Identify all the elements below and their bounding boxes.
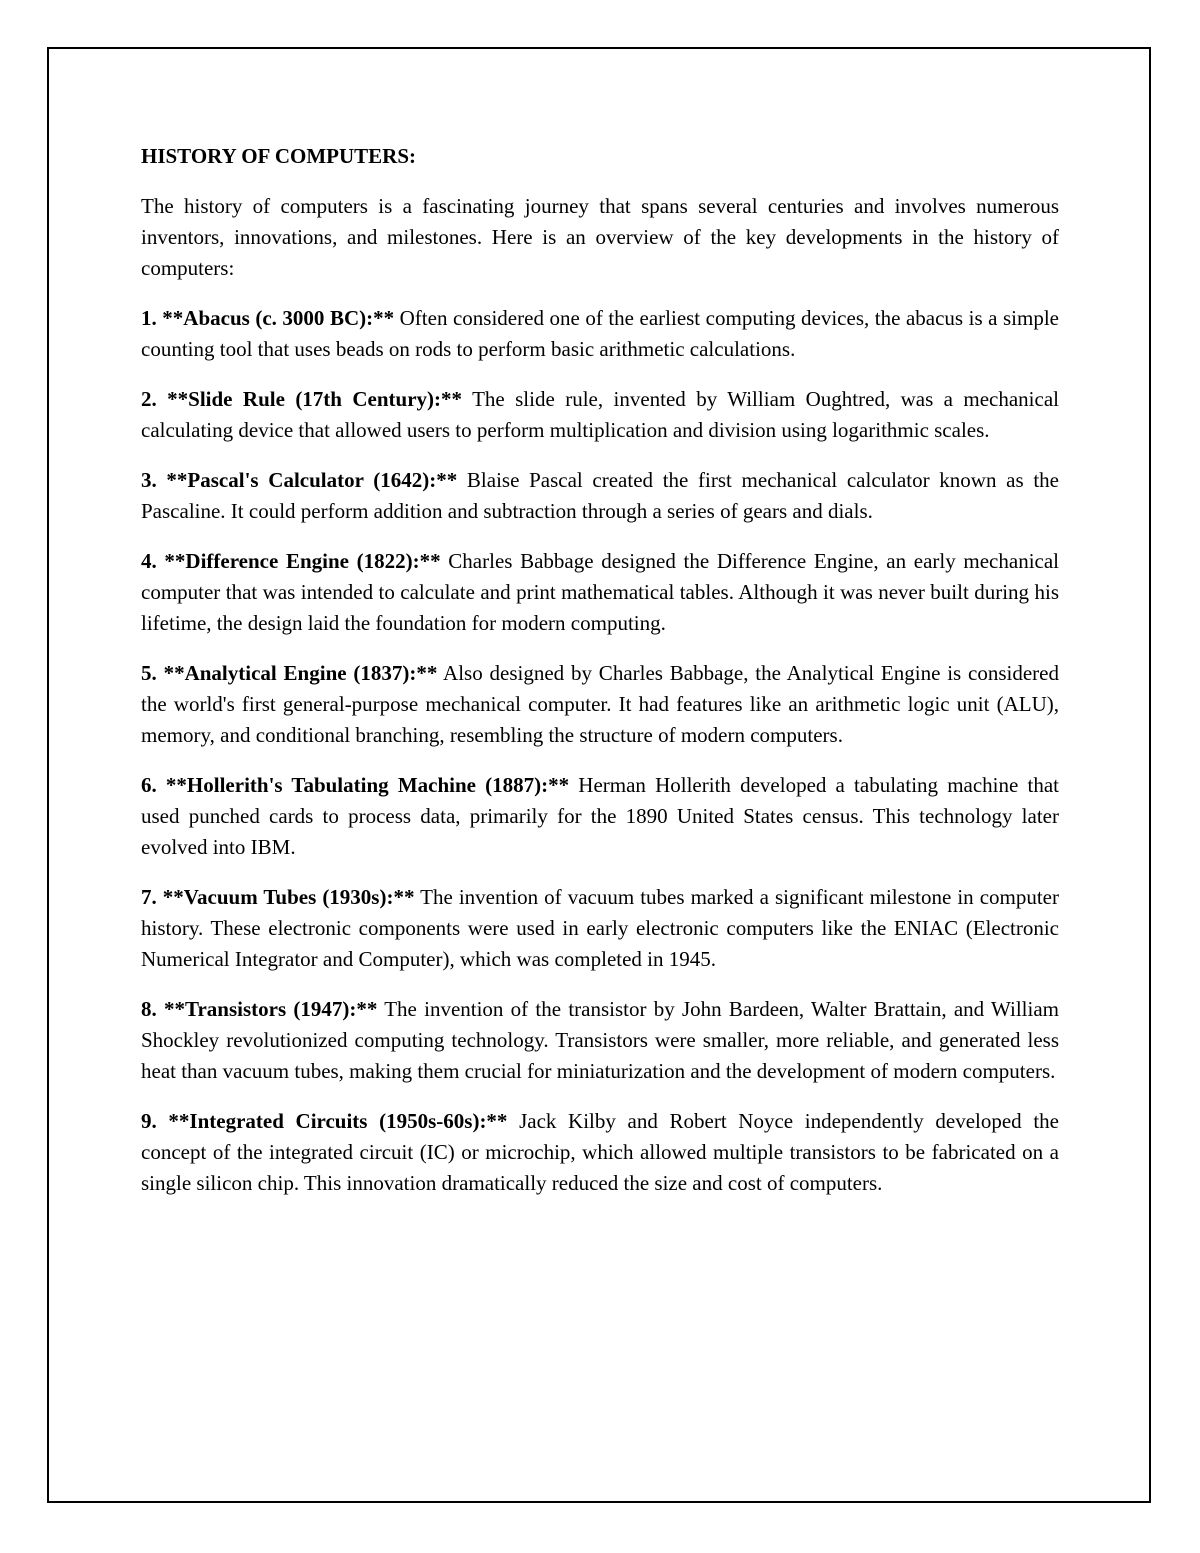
item-heading: 1. **Abacus (c. 3000 BC):** (141, 306, 395, 330)
item-heading: 2. **Slide Rule (17th Century):** (141, 387, 463, 411)
list-item-integrated-circuits (141, 1106, 1059, 1199)
item-text: The invention of vacuum tubes marked a significant milestone in computer history. These electronic components were used in early electronic computers like the ENIAC (Electronic Numerical Integrator and Computer), which was completed in 1945. (141, 885, 1059, 971)
list-item-vacuum-tubes (141, 882, 1059, 975)
item-heading: 4. **Difference Engine (1822):** (141, 549, 441, 573)
item-text: The slide rule, invented by William Oughtred, was a mechanical calculating device that allowed users to perform multiplication and division using logarithmic scales. (141, 387, 1059, 442)
item-heading: 9. **Integrated Circuits (1950s-60s):** (141, 1109, 508, 1133)
list-item-pascals-calculator (141, 465, 1059, 527)
item-heading: 7. **Vacuum Tubes (1930s):** (141, 885, 415, 909)
item-heading: 8. **Transistors (1947):** (141, 997, 378, 1021)
item-heading: 3. **Pascal's Calculator (1642):** (141, 468, 458, 492)
document-title: HISTORY OF COMPUTERS: (141, 144, 417, 168)
list-item-tabulating-machine (141, 770, 1059, 863)
item-text: Blaise Pascal created the first mechanical calculator known as the Pascaline. It could perform addition and subtraction through a series of gears and dials. (141, 468, 1059, 523)
list-item-difference-engine (141, 546, 1059, 639)
list-item-abacus (141, 303, 1059, 365)
list-item-transistors (141, 994, 1059, 1087)
list-item-slide-rule (141, 384, 1059, 446)
item-text: Charles Babbage designed the Difference Engine, an early mechanical computer that was intended to calculate and print mathematical tables. Although it was never built during his lifetime, the design laid the foundation for modern computing. (141, 549, 1060, 635)
item-text: Jack Kilby and Robert Noyce independently developed the concept of the integrated circuit (IC) or microchip, which allowed multiple transistors to be fabricated on a single silicon chip. This innovation dramatically reduced the size and cost of computers. (141, 1109, 1059, 1195)
item-text: The invention of the transistor by John Bardeen, Walter Brattain, and William Shockley revolutionized computing technology. Transistors were smaller, more reliable, and generated less heat than vacuum tubes, making them crucial for miniaturization and the development of modern computers. (141, 997, 1059, 1083)
intro-paragraph: The history of computers is a fascinating journey that spans several centuries and involves numerous inventors, innovations, and milestones. Here is an overview of the key developments in the history of computers: (141, 194, 1059, 280)
item-heading: 6. **Hollerith's Tabulating Machine (1887):** (141, 773, 570, 797)
item-text: Also designed by Charles Babbage, the Analytical Engine is considered the world's first general-purpose mechanical computer. It had features like an arithmetic logic unit (ALU), memory, and conditional branching, resembling the structure of modern computers. (141, 661, 1059, 747)
item-heading: 5. **Analytical Engine (1837):** (141, 661, 438, 685)
item-text: Often considered one of the earliest computing devices, the abacus is a simple counting tool that uses beads on rods to perform basic arithmetic calculations. (141, 306, 1059, 361)
item-text: Herman Hollerith developed a tabulating machine that used punched cards to process data, primarily for the 1890 United States census. This technology later evolved into IBM. (141, 773, 1059, 859)
list-item-analytical-engine (141, 658, 1059, 751)
document-body (141, 141, 1059, 1218)
